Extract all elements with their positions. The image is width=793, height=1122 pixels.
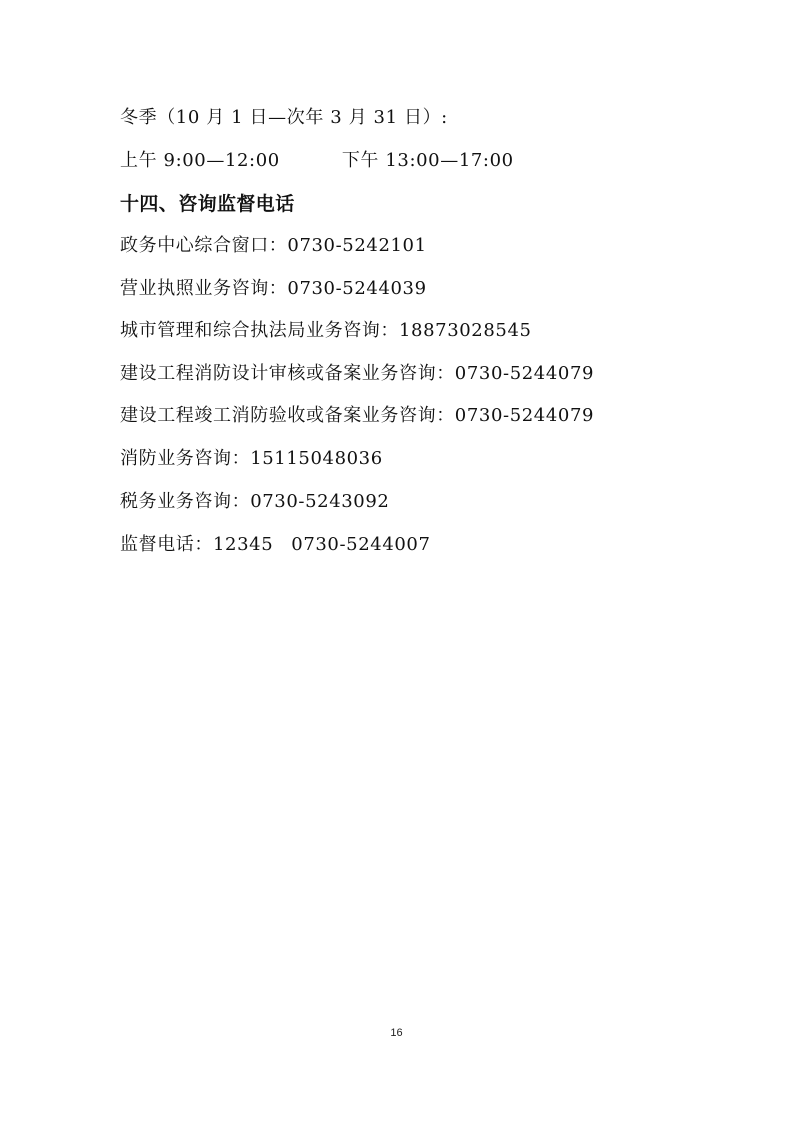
page-number: 16	[390, 1027, 403, 1039]
winter-schedule-label: 冬季（10 月 1 日—次年 3 月 31 日）:	[120, 107, 448, 128]
contact-line: 政务中心综合窗口：0730-5242101	[120, 235, 427, 256]
contact-line: 营业执照业务咨询：0730-5244039	[120, 278, 427, 299]
morning-hours: 上午 9:00—12:00	[120, 150, 280, 171]
contact-line: 消防业务咨询：15115048036	[120, 448, 383, 469]
office-hours-line	[120, 149, 514, 173]
contact-line: 建设工程消防设计审核或备案业务咨询：0730-5244079	[120, 363, 595, 384]
supervision-line	[120, 533, 431, 557]
supervision-number: 0730-5244007	[291, 534, 431, 555]
afternoon-hours: 下午 13:00—17:00	[341, 150, 514, 171]
section-heading: 十四、咨询监督电话	[120, 193, 295, 215]
supervision-label: 监督电话：12345	[120, 534, 274, 555]
contact-line: 建设工程竣工消防验收或备案业务咨询：0730-5244079	[120, 405, 595, 426]
contact-line: 税务业务咨询：0730-5243092	[120, 491, 390, 512]
contact-line: 城市管理和综合执法局业务咨询：18873028545	[120, 320, 532, 341]
